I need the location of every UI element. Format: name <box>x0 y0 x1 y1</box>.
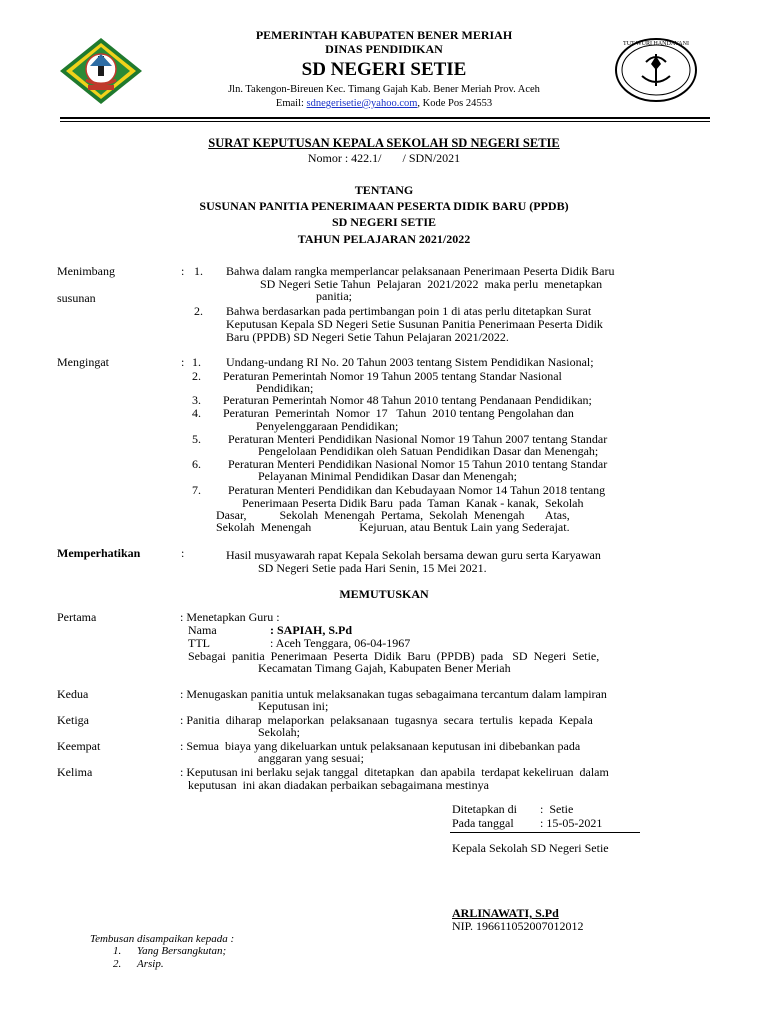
ttl-label: TTL <box>188 636 210 650</box>
subject-line2: SD NEGERI SETIE <box>331 215 437 229</box>
list-line: Baru (PPDB) SD Negeri Setie Tahun Pelajaran 2021/2022. <box>226 330 509 344</box>
pertama-label: Pertama <box>57 610 97 624</box>
list-number: 1. <box>194 264 203 278</box>
kedua-label: Kedua <box>57 687 89 701</box>
list-number: 2. <box>192 369 201 383</box>
menimbang-label-cont: susunan <box>57 291 96 305</box>
tembusan-item: Yang Bersangkutan; <box>137 945 227 957</box>
kelima-line1: : Keputusan ini berlaku sejak tanggal ditetapkan dan apabila terdapat kekeliruan dalam <box>180 765 609 779</box>
mengingat-colon: : <box>181 355 185 369</box>
header-line1: PEMERINTAH KABUPATEN BENER MERIAH <box>255 28 513 42</box>
list-line: Peraturan Pemerintah Nomor 48 Tahun 2010 tentang Pendanaan Pendidikan; <box>223 393 592 407</box>
ditetapkan-label: Ditetapkan di <box>452 802 517 816</box>
keempat-line1: : Semua biaya yang dikeluarkan untuk pelaksanaan keputusan ini dibebankan pada <box>180 739 581 753</box>
list-line: Undang-undang RI No. 20 Tahun 2003 tentang Sistem Pendidikan Nasional; <box>226 355 594 369</box>
tembusan-number: 2. <box>113 958 122 970</box>
list-line: Penerimaan Peserta Didik Baru pada Taman Kanak - kanak, Sekolah <box>242 496 584 510</box>
subject-line1: SUSUNAN PANITIA PENERIMAAN PESERTA DIDIK BARU (PPDB) <box>199 199 569 213</box>
menimbang-label: Menimbang <box>57 264 115 278</box>
nama-label: Nama <box>188 623 217 637</box>
pertama-line5: Kecamatan Timang Gajah, Kabupaten Bener Meriah <box>258 661 511 675</box>
list-number: 7. <box>192 483 201 497</box>
ketiga-line1: : Panitia diharap melaporkan pelaksanaan tugasnya secara tertulis kepada Kepala <box>180 713 593 727</box>
keempat-label: Keempat <box>57 739 101 753</box>
list-line: Peraturan Pemerintah Nomor 19 Tahun 2005 tentang Standar Nasional <box>223 369 562 383</box>
postal-code: , Kode Pos 24553 <box>417 98 493 109</box>
tembusan-item: Arsip. <box>137 958 164 970</box>
list-line: panitia; <box>316 289 352 303</box>
kedua-line1: : Menugaskan panitia untuk melaksanakan tugas sebagaimana tercantum dalam lampiran <box>180 687 607 701</box>
tanggal-value: : 15-05-2021 <box>540 816 603 830</box>
school-address: Jln. Takengon-Bireuen Kec. Timang Gajah Kab. Bener Meriah Prov. Aceh <box>228 84 540 95</box>
email-link[interactable]: sdnegerisetie@yahoo.com <box>306 98 418 109</box>
email-label: Email: <box>275 98 307 109</box>
list-number: 6. <box>192 457 201 471</box>
ttl-value: : Aceh Tenggara, 06-04-1967 <box>270 636 411 650</box>
pertama-line1: : Menetapkan Guru : <box>180 610 280 624</box>
list-line: Peraturan Menteri Pendidikan dan Kebudayaan Nomor 14 Tahun 2018 tentang <box>228 483 606 497</box>
ketiga-label: Ketiga <box>57 713 89 727</box>
pertama-line4: Sebagai panitia Penerimaan Peserta Didik Baru (PPDB) pada SD Negeri Setie, <box>188 649 600 663</box>
list-line: Peraturan Menteri Pendidikan Nasional Nomor 19 Tahun 2007 tentang Standar <box>228 432 608 446</box>
kedua-line2: Keputusan ini; <box>258 699 329 713</box>
tembusan-number: 1. <box>113 945 122 957</box>
list-line: Keputusan Kepala SD Negeri Setie Susunan Panitia Penerimaan Peserta Didik <box>226 317 603 331</box>
memperhatikan-label: Memperhatikan <box>57 546 141 560</box>
menimbang-colon: : <box>181 264 185 278</box>
list-line: Peraturan Menteri Pendidikan Nasional Nomor 15 Tahun 2010 tentang Standar <box>228 457 608 471</box>
list-line: Bahwa berdasarkan pada pertimbangan poin 1 di atas perlu ditetapkan Surat <box>226 304 592 318</box>
kop-rule-thick <box>60 117 710 119</box>
memperhatikan-line1: Hasil musyawarah rapat Kepala Sekolah bersama dewan guru serta Karyawan <box>226 548 601 562</box>
list-number: 2. <box>194 304 203 318</box>
ditetapkan-value: : Setie <box>540 802 574 816</box>
logo-right <box>612 36 700 104</box>
list-number: 1. <box>192 355 201 369</box>
mengingat-label: Mengingat <box>57 355 109 369</box>
list-line: Sekolah Menengah Kejuruan, atau Bentuk Lain yang Sederajat. <box>216 520 570 534</box>
list-line: Penyelenggaraan Pendidikan; <box>256 419 399 433</box>
logo-right-motto: TUT WURI HANDAYANI <box>623 41 689 47</box>
kelima-label: Kelima <box>57 765 93 779</box>
memperhatikan-colon: : <box>181 546 185 560</box>
list-line: SD Negeri Setie Tahun Pelajaran 2021/2022 maka perlu menetapkan <box>260 277 603 291</box>
list-line: Dasar, Sekolah Menengah Pertama, Sekolah Menengah Atas, <box>216 508 570 522</box>
signature-rule <box>450 832 640 833</box>
decree-title: SURAT KEPUTUSAN KEPALA SEKOLAH SD NEGERI SETIE <box>208 136 560 150</box>
signer-position: Kepala Sekolah SD Negeri Setie <box>452 841 609 855</box>
list-line: Bahwa dalam rangka memperlancar pelaksanaan Penerimaan Peserta Didik Baru <box>226 264 615 278</box>
list-number: 3. <box>192 393 201 407</box>
signer-name: ARLINAWATI, S.Pd <box>452 906 559 920</box>
signer-nip: NIP. 196611052007012012 <box>452 919 584 933</box>
decree-number: Nomor : 422.1/ / SDN/2021 <box>307 151 461 165</box>
tentang-heading: TENTANG <box>354 183 414 197</box>
kop-rule-thin <box>60 121 710 122</box>
list-line: Pengelolaan Pendidikan oleh Satuan Pendidikan Dasar dan Menengah; <box>258 444 599 458</box>
keempat-line2: anggaran yang sesuai; <box>258 751 364 765</box>
header-line2: DINAS PENDIDIKAN <box>325 42 443 56</box>
ketiga-line2: Sekolah; <box>258 725 300 739</box>
list-line: Pelayanan Minimal Pendidikan Dasar dan Menengah; <box>258 469 517 483</box>
memperhatikan-line2: SD Negeri Setie pada Hari Senin, 15 Mei 2021. <box>258 561 487 575</box>
tembusan-title: Tembusan disampaikan kepada : <box>90 933 235 945</box>
subject-line3: TAHUN PELAJARAN 2021/2022 <box>297 232 471 246</box>
tanggal-label: Pada tanggal <box>452 816 514 830</box>
nama-value: : SAPIAH, S.Pd <box>270 623 353 637</box>
school-name: SD NEGERI SETIE <box>301 59 467 80</box>
list-number: 5. <box>192 432 201 446</box>
list-number: 4. <box>192 406 201 420</box>
memutuskan-heading: MEMUTUSKAN <box>339 587 429 601</box>
list-line: Peraturan Pemerintah Nomor 17 Tahun 2010 tentang Pengolahan dan <box>223 406 574 420</box>
list-line: Pendidikan; <box>256 381 314 395</box>
kelima-line2: keputusan ini akan diadakan perbaikan sebagaimana mestinya <box>188 778 489 792</box>
